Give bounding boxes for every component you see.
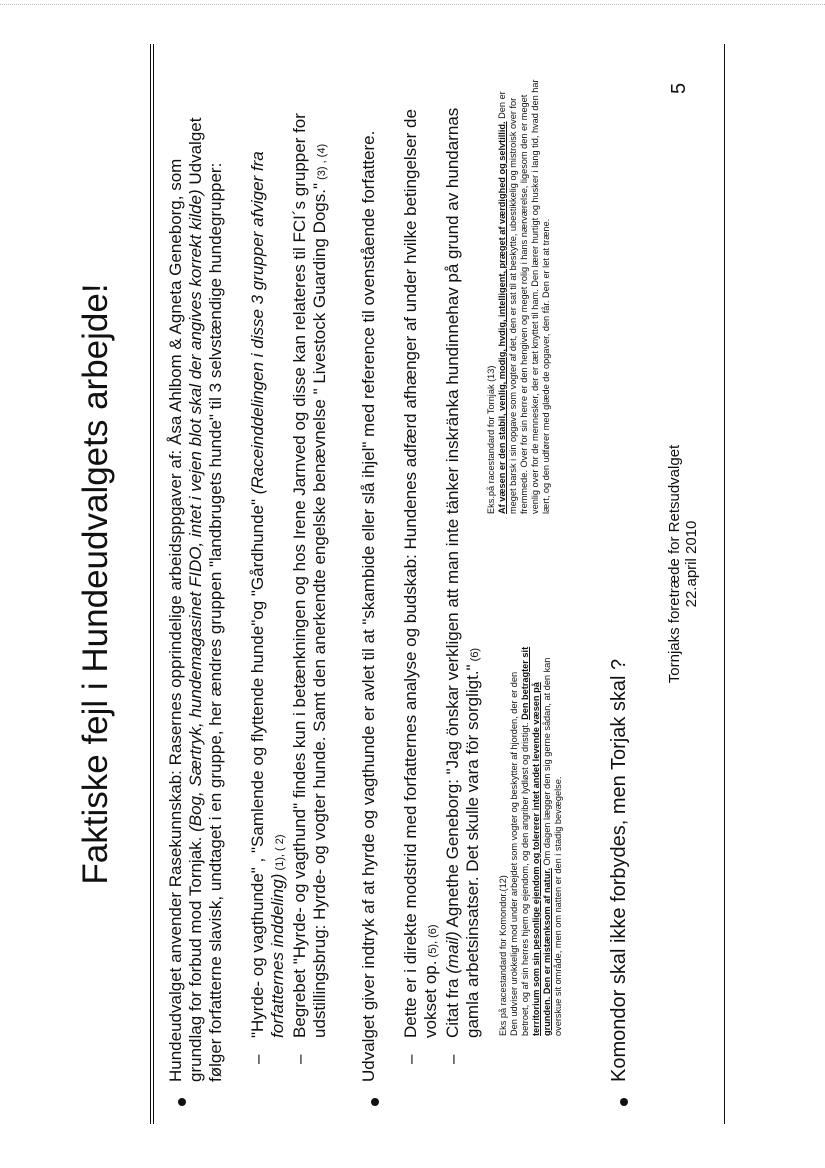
border-top-line-2 (153, 44, 154, 1124)
border-bottom-line (724, 44, 725, 1124)
bullet-3-text: Komondor skal ikke forbydes, men Torjak skal ? (608, 658, 630, 1082)
slide-title: Faktiske fejl i Hundeudvalgets arbejde! (76, 283, 115, 885)
bullet-2-text: Udvalget giver indtryk af at hyrde og vagthunde er avlet til at "skambide eller slå ihjel" med reference til ovenstående forfattere. (359, 130, 378, 1082)
footer-text: Tornjaks foretræde for Retsudvalget 22.april 2010 (666, 444, 700, 684)
sub-2-text: Begrebet "Hyrde- og vagthund" findes kun i betænkningen og hos Irene Jarnved og disse kan relateres til FCI´s grupper for udstillingsbrug: Hyrde- og vogter hunde. Samt den anerkendte engelske benævnelse " Livestock Guarding Dogs." (3) , (4) (290, 113, 329, 1038)
bullet-2 (371, 1098, 379, 1106)
scan-edge (0, 4, 825, 6)
dash-2: – (290, 1054, 309, 1064)
dash-1: – (248, 1054, 267, 1064)
bullet-3 (620, 1098, 628, 1106)
sub-4-text: Citat fra (mail) Agnethe Geneborg: "Jag önskar verkligen att man inte tänker inskränka hundinnehav på grund av hundarnas gamla arbetsinsatser. Det skulle vara för sorgligt." (6) (443, 107, 482, 1038)
sub-1-text: "Hyrde- og vagthunde" , "Samlende og flyttende hunde"og "Gårdhunde" (Raceinddelingen i disse 3 grupper afviger fra forfatternes inddeling) (1), ( 2) (248, 151, 287, 1038)
dash-3: – (401, 1054, 420, 1064)
dash-4: – (443, 1054, 462, 1064)
bullet-1-text: Hundeudvalget anvender Rasekunnskab: Rasernes opprindelige arbeidsppgaver af: Åsa Ahlbom & Agneta Geneborg, som grundlag for forbud mod Tornjak. (Bog, Særtryk, hundemagasinet FIDO, intet i vejen blot skal der angives korrekt kilde) Udvalget følger forfatterne slavisk, undtaget i en gruppe, her ændres gruppen "landbrugets hunde" til 3 selvstændige hundegrupper: (166, 117, 225, 1082)
komondor-standard: Eks på racestandard for Komondor.(12) Den udviser urokkeligt mod under arbejdet som vogter og beskytter af hjorden, der er den betroet, og af sin herres hjem og ejendom, og den angriber lydløst og dristigt. Den betragter sit territorium som sin pesonlige ejendom og tolererer intet andet levende væsen på grunden. Den er mistænksom af natur. Om dagen lægger den sig gerne sådan, at den kan overskue sit område, men om natten er den i stadig bevægelse. (498, 646, 563, 1036)
rotated-slide (68, 44, 748, 1124)
tornjak-standard: Eks.på racestandard for Tornjak (13) Af væsen er den stabil, venlig, modig, hvdig, intelligent, præget af værdighed og selvtillid. Den er meget barsk i sin opgave som vogter af det, den er sat til at beskytte, ubestikkelig og mistroisk over for fremmede. Over for sin herre er den hengiven og meget rolig i hans nærværelse, ligesom den er meget venlig over for de mennesker, der er tæt knyttet til ham. Den lærer hurtigt og husker i lang tid, hvad den har lært, og den udfører med glæde de opgaver, den får. Den er let at træne. (486, 79, 551, 514)
bullet-1 (178, 1098, 186, 1106)
page-number: 5 (668, 82, 690, 94)
sub-3-text: Dette er i direkte modstrid med forfatternes analyse og budskab: Hundenes adfærd afhænger af under hvilke betingelser de vokset op. (5), (6) (401, 109, 440, 1038)
border-top-line (150, 44, 151, 1124)
